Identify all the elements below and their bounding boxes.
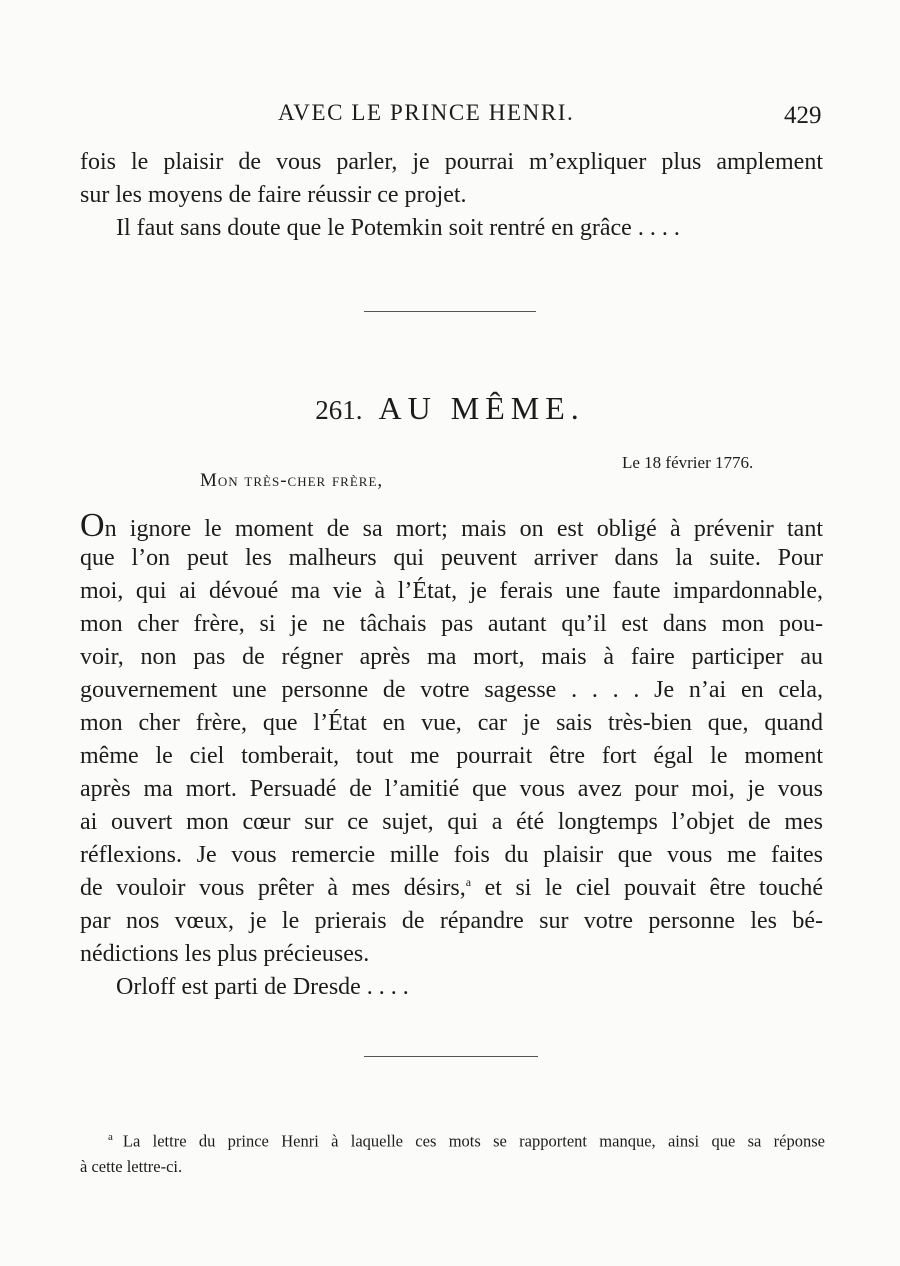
text-line (80, 872, 823, 905)
text-line: après ma mort. Persuadé de l’amitié que vous avez pour moi, je vous (80, 776, 823, 802)
text-line: sur les moyens de faire réussir ce projet. (80, 182, 467, 208)
text-line-content: de vouloir vous prêter à mes désirs, (80, 875, 466, 901)
text-line (80, 509, 823, 542)
footnote-line (80, 1125, 825, 1154)
text-line: gouvernement une personne de votre sagesse . . . . Je n’ai en cela, (80, 677, 823, 703)
letter-body (80, 509, 823, 1004)
letter-number: 261. (315, 395, 363, 425)
salutation (200, 470, 383, 492)
text-line: fois le plaisir de vous parler, je pourrai m’expliquer plus amplement (80, 149, 823, 175)
text-line: voir, non pas de régner après ma mort, mais à faire participer au (80, 644, 823, 670)
footnote-ref: a (465, 875, 472, 889)
footnote-text: La lettre du prince Henri à laquelle ces mots se rapportent manque, ainsi que sa réponse (122, 1131, 825, 1151)
text-line: moi, qui ai dévoué ma vie à l’État, je ferais une faute impardonnable, (80, 578, 823, 604)
footnote-line: à cette lettre-ci. (80, 1156, 183, 1176)
section-divider (364, 1056, 538, 1057)
running-head: AVEC LE PRINCE HENRI. (278, 100, 575, 125)
page-number: 429 (784, 102, 822, 129)
section-divider (364, 311, 536, 312)
drop-cap: O (80, 507, 105, 544)
text-line: mon cher frère, si je ne tâchais pas autant qu’il est dans mon pou- (80, 611, 823, 637)
text-line: même le ciel tomberait, tout me pourrait être fort égal le moment (80, 743, 823, 769)
letter-heading (0, 390, 900, 427)
footnote-marker: a (108, 1131, 113, 1143)
text-line: Il faut sans doute que le Potemkin soit rentré en grâce . . . . (116, 215, 680, 241)
text-line: que l’on peut les malheurs qui peuvent arriver dans la suite. Pour (80, 545, 823, 571)
text-line-content: n ignore le moment de sa mort; mais on est obligé à prévenir tant (104, 516, 823, 542)
footnote (80, 1125, 825, 1179)
salutation-text: Mon très-cher frère, (200, 470, 384, 491)
text-line: nédictions les plus précieuses. (80, 941, 370, 967)
text-line: réflexions. Je vous remercie mille fois du plaisir que vous me faites (80, 842, 823, 868)
text-line: Orloff est parti de Dresde . . . . (116, 974, 409, 1000)
continuation-text (80, 146, 823, 245)
letter-title: AU MÊME. (378, 390, 585, 426)
letter-date: Le 18 février 1776. (622, 453, 754, 472)
text-line: mon cher frère, que l’État en vue, car je sais très-bien que, quand (80, 710, 823, 736)
text-line-content: et si le ciel pouvait être touché (484, 875, 823, 901)
text-line: ai ouvert mon cœur sur ce sujet, qui a été longtemps l’objet de mes (80, 809, 823, 835)
text-line: par nos vœux, je le prierais de répandre sur votre personne les bé- (80, 908, 823, 934)
